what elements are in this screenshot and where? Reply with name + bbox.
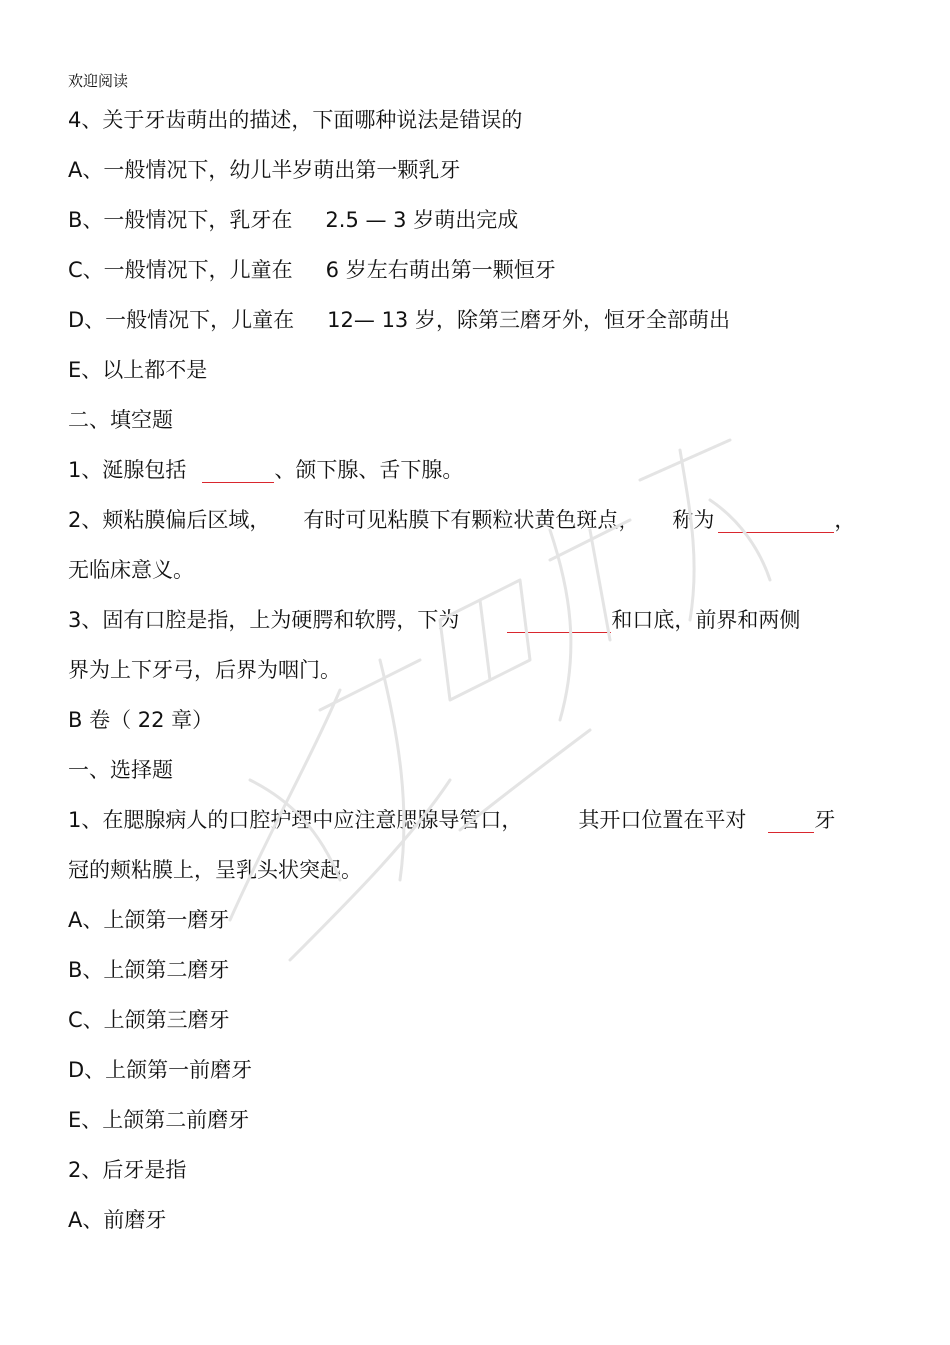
section-choice: 一、选择题 [68,758,173,782]
option-4d-text: D、一般情况下，儿童在 [68,308,295,332]
fill-1-text: 1、涎腺包括 [68,458,187,482]
option-4c [68,256,556,284]
option-4c-text: C、一般情况下，儿童在 [68,258,293,282]
option-1b: B、上颌第二磨牙 [68,958,230,982]
option-1d: D、上颌第一前磨牙 [68,1058,253,1082]
fill-question-3 [68,606,800,634]
fill-question-2 [68,506,855,534]
option-4d [68,306,730,334]
option-4a: A、一般情况下，幼儿半岁萌出第一颗乳牙 [68,158,461,182]
option-4d-range: 12— 13 岁，除第三磨牙外，恒牙全部萌出 [327,308,730,332]
choice-1-text: 1、在腮腺病人的口腔护理中应注意腮腺导管口， [68,808,523,832]
fill-question-1 [68,456,463,484]
section-fill-in: 二、填空题 [68,408,173,432]
option-4b-text: B、一般情况下，乳牙在 [68,208,293,232]
fill-2-text-d: ， [834,508,856,532]
choice-question-1 [68,806,835,834]
choice-question-2: 2、后牙是指 [68,1158,187,1182]
fill-3-text: 3、固有口腔是指，上为硬腭和软腭，下为 [68,608,460,632]
fill-question-2-cont: 无临床意义。 [68,558,194,582]
option-4b [68,206,518,234]
option-1e: E、上颌第二前磨牙 [68,1108,250,1132]
choice-1-text-mid: 其开口位置在平对 [578,808,747,832]
fill-2-text-a: 2、颊粘膜偏后区域， [68,508,271,532]
answer-blank-2[interactable] [718,510,834,533]
fill-3-text-end: 和口底，前界和两侧 [611,608,801,632]
option-4b-range: 2.5 — 3 岁萌出完成 [325,208,519,232]
fill-question-3-cont: 界为上下牙弓，后界为咽门。 [68,658,341,682]
option-1a: A、上颌第一磨牙 [68,908,230,932]
answer-blank-1[interactable] [202,460,274,483]
option-1c: C、上颌第三磨牙 [68,1008,230,1032]
question-4: 4、关于牙齿萌出的描述，下面哪种说法是错误的 [68,108,523,132]
volume-b-title: B 卷（ 22 章） [68,708,214,732]
answer-blank-3[interactable] [507,610,611,633]
option-4c-range: 6 岁左右萌出第一颗恒牙 [325,258,556,282]
option-2a: A、前磨牙 [68,1208,167,1232]
fill-2-text-c: 称为 [672,508,715,532]
fill-1-text-end: 、颌下腺、舌下腺。 [274,458,464,482]
choice-question-1-cont: 冠的颊粘膜上，呈乳头状突起。 [68,858,362,882]
choice-1-text-end: 牙 [814,808,836,832]
page-header: 欢迎阅读 [68,72,129,90]
answer-blank-4[interactable] [768,810,814,833]
option-4e: E、以上都不是 [68,358,208,382]
fill-2-text-b: 有时可见粘膜下有颗粒状黄色斑点， [303,508,640,532]
